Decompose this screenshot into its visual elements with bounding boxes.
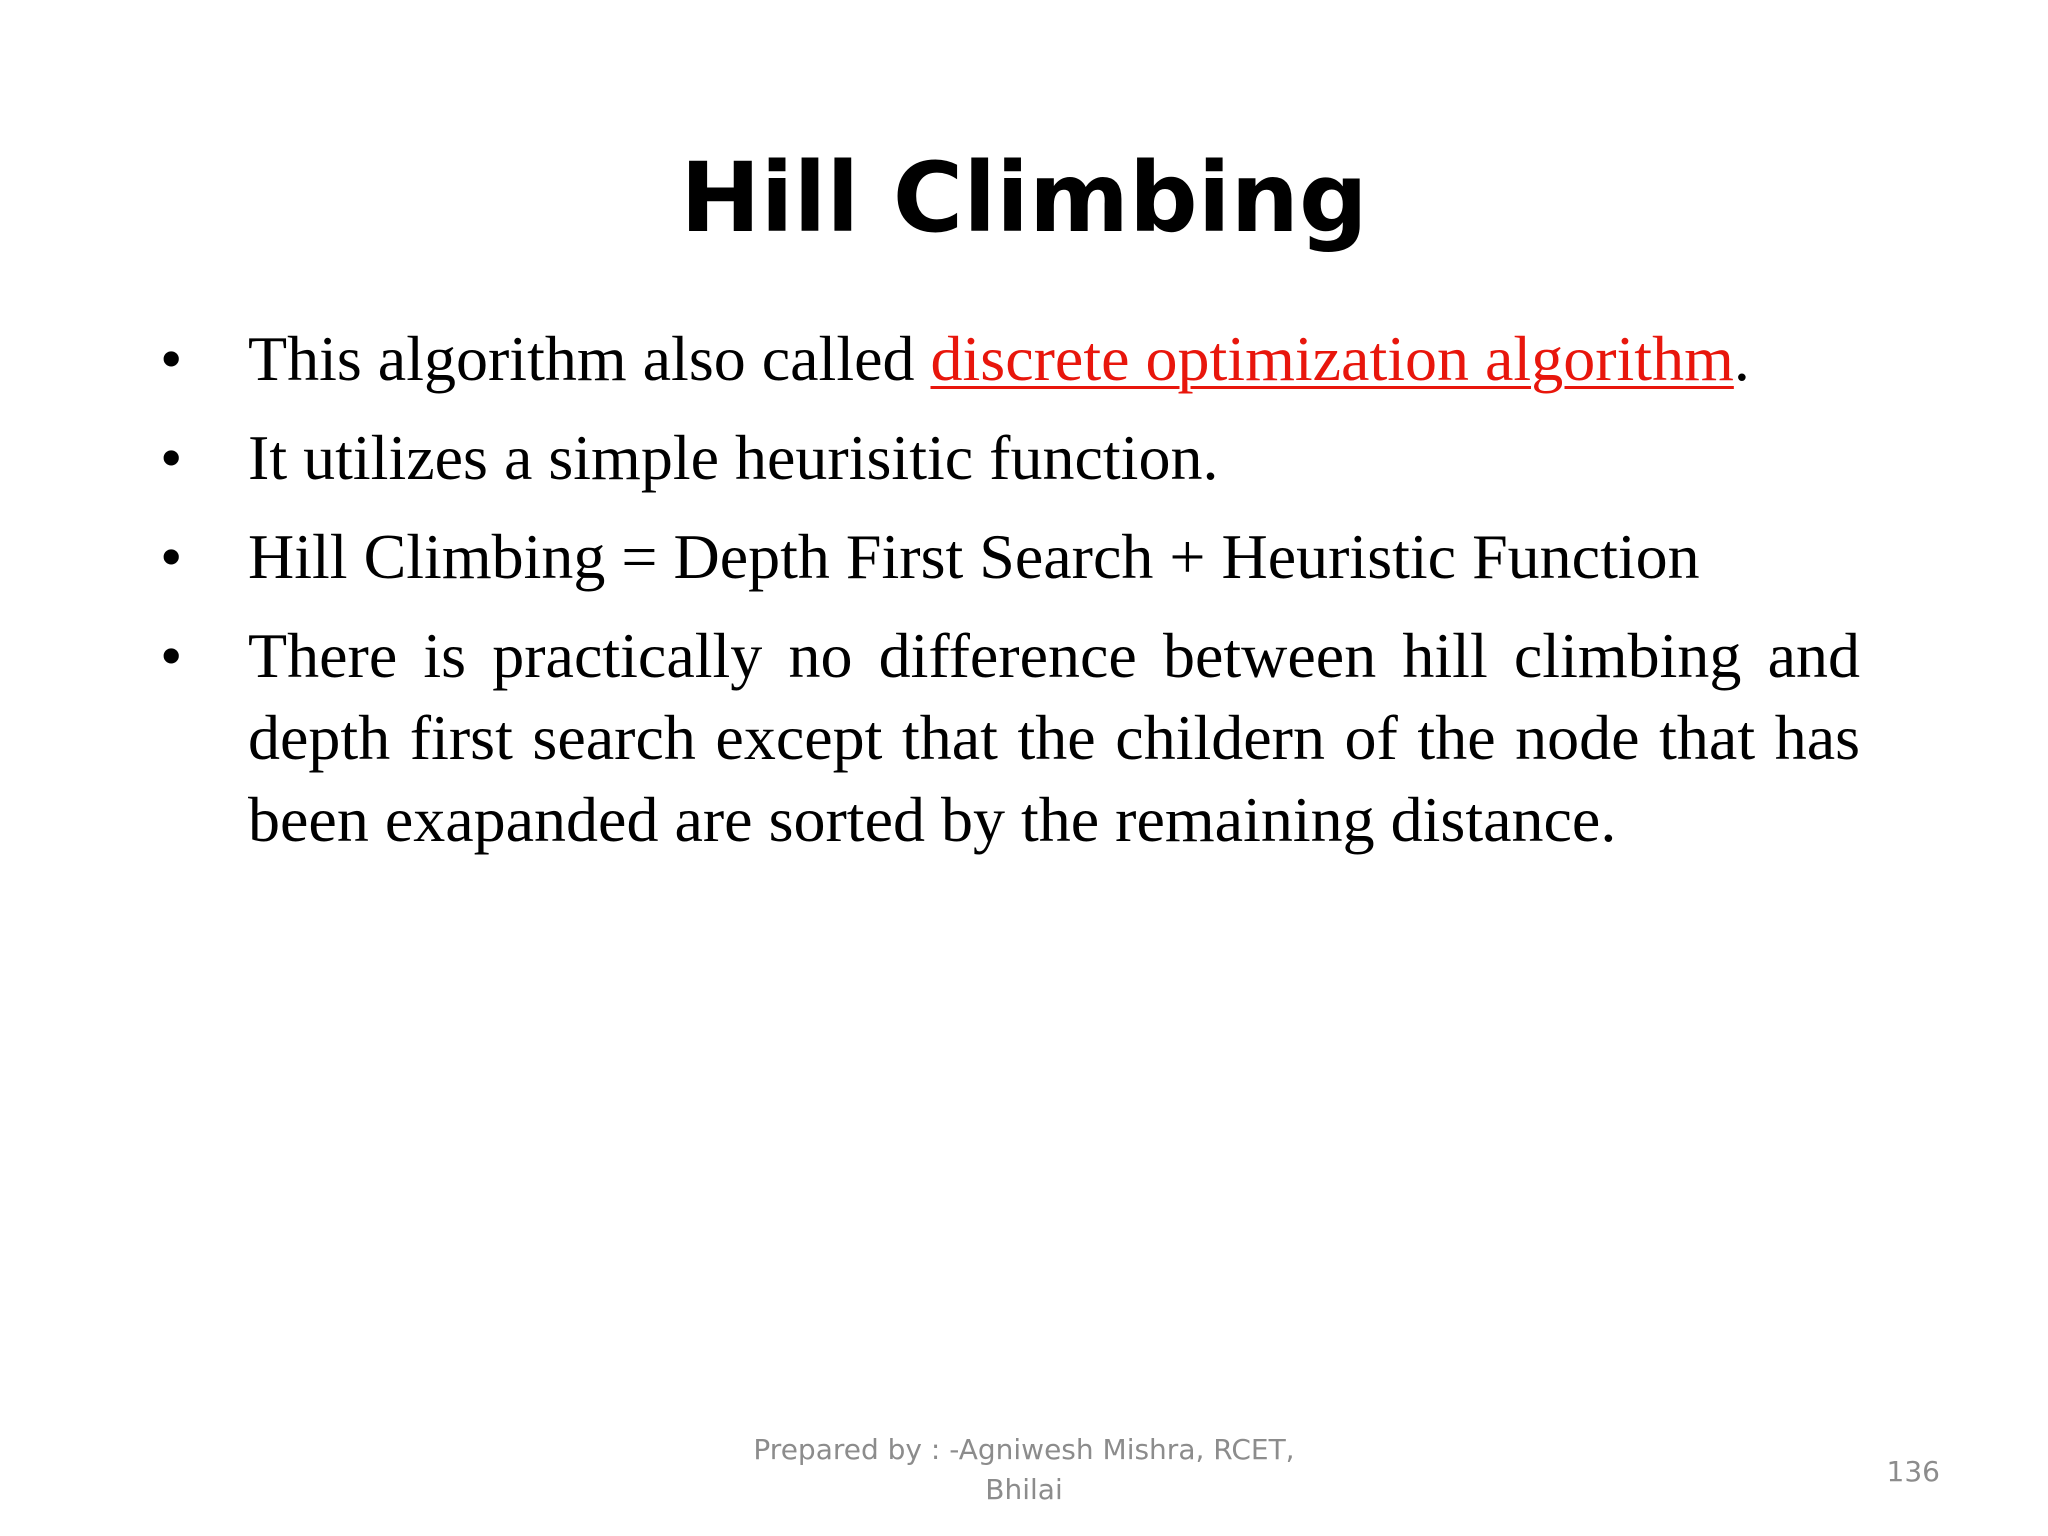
bullet-marker: • [160, 422, 183, 493]
slide-title: Hill Climbing [680, 142, 1368, 254]
bullet-marker: • [160, 620, 183, 691]
bullet-text-end: . [1733, 323, 1750, 394]
bullet-item [160, 615, 1860, 861]
footer-line-2: Bhilai [985, 1473, 1063, 1506]
slide-footer [744, 1430, 1304, 1510]
bullet-text: Hill Climbing = Depth First Search + Heuristic Function [248, 521, 1700, 592]
bullet-marker: • [160, 521, 183, 592]
bullet-marker: • [160, 323, 183, 394]
bullet-text: This algorithm also called [248, 323, 931, 394]
bullet-item [160, 318, 1860, 400]
bullet-list [160, 318, 1860, 878]
footer-line-1: Prepared by : -Agniwesh Mishra, RCET, [753, 1433, 1295, 1466]
bullet-text: It utilizes a simple heurisitic function. [248, 422, 1219, 493]
bullet-text: There is practically no difference between hill climbing and depth first search except that the childern of the node that has been exapanded are sorted by the remaining distance. [248, 620, 1860, 855]
highlighted-term: discrete optimization algorithm [930, 323, 1734, 394]
bullet-item [160, 417, 1860, 499]
bullet-item [160, 516, 1860, 598]
page-number: 136 [1886, 1455, 1940, 1488]
